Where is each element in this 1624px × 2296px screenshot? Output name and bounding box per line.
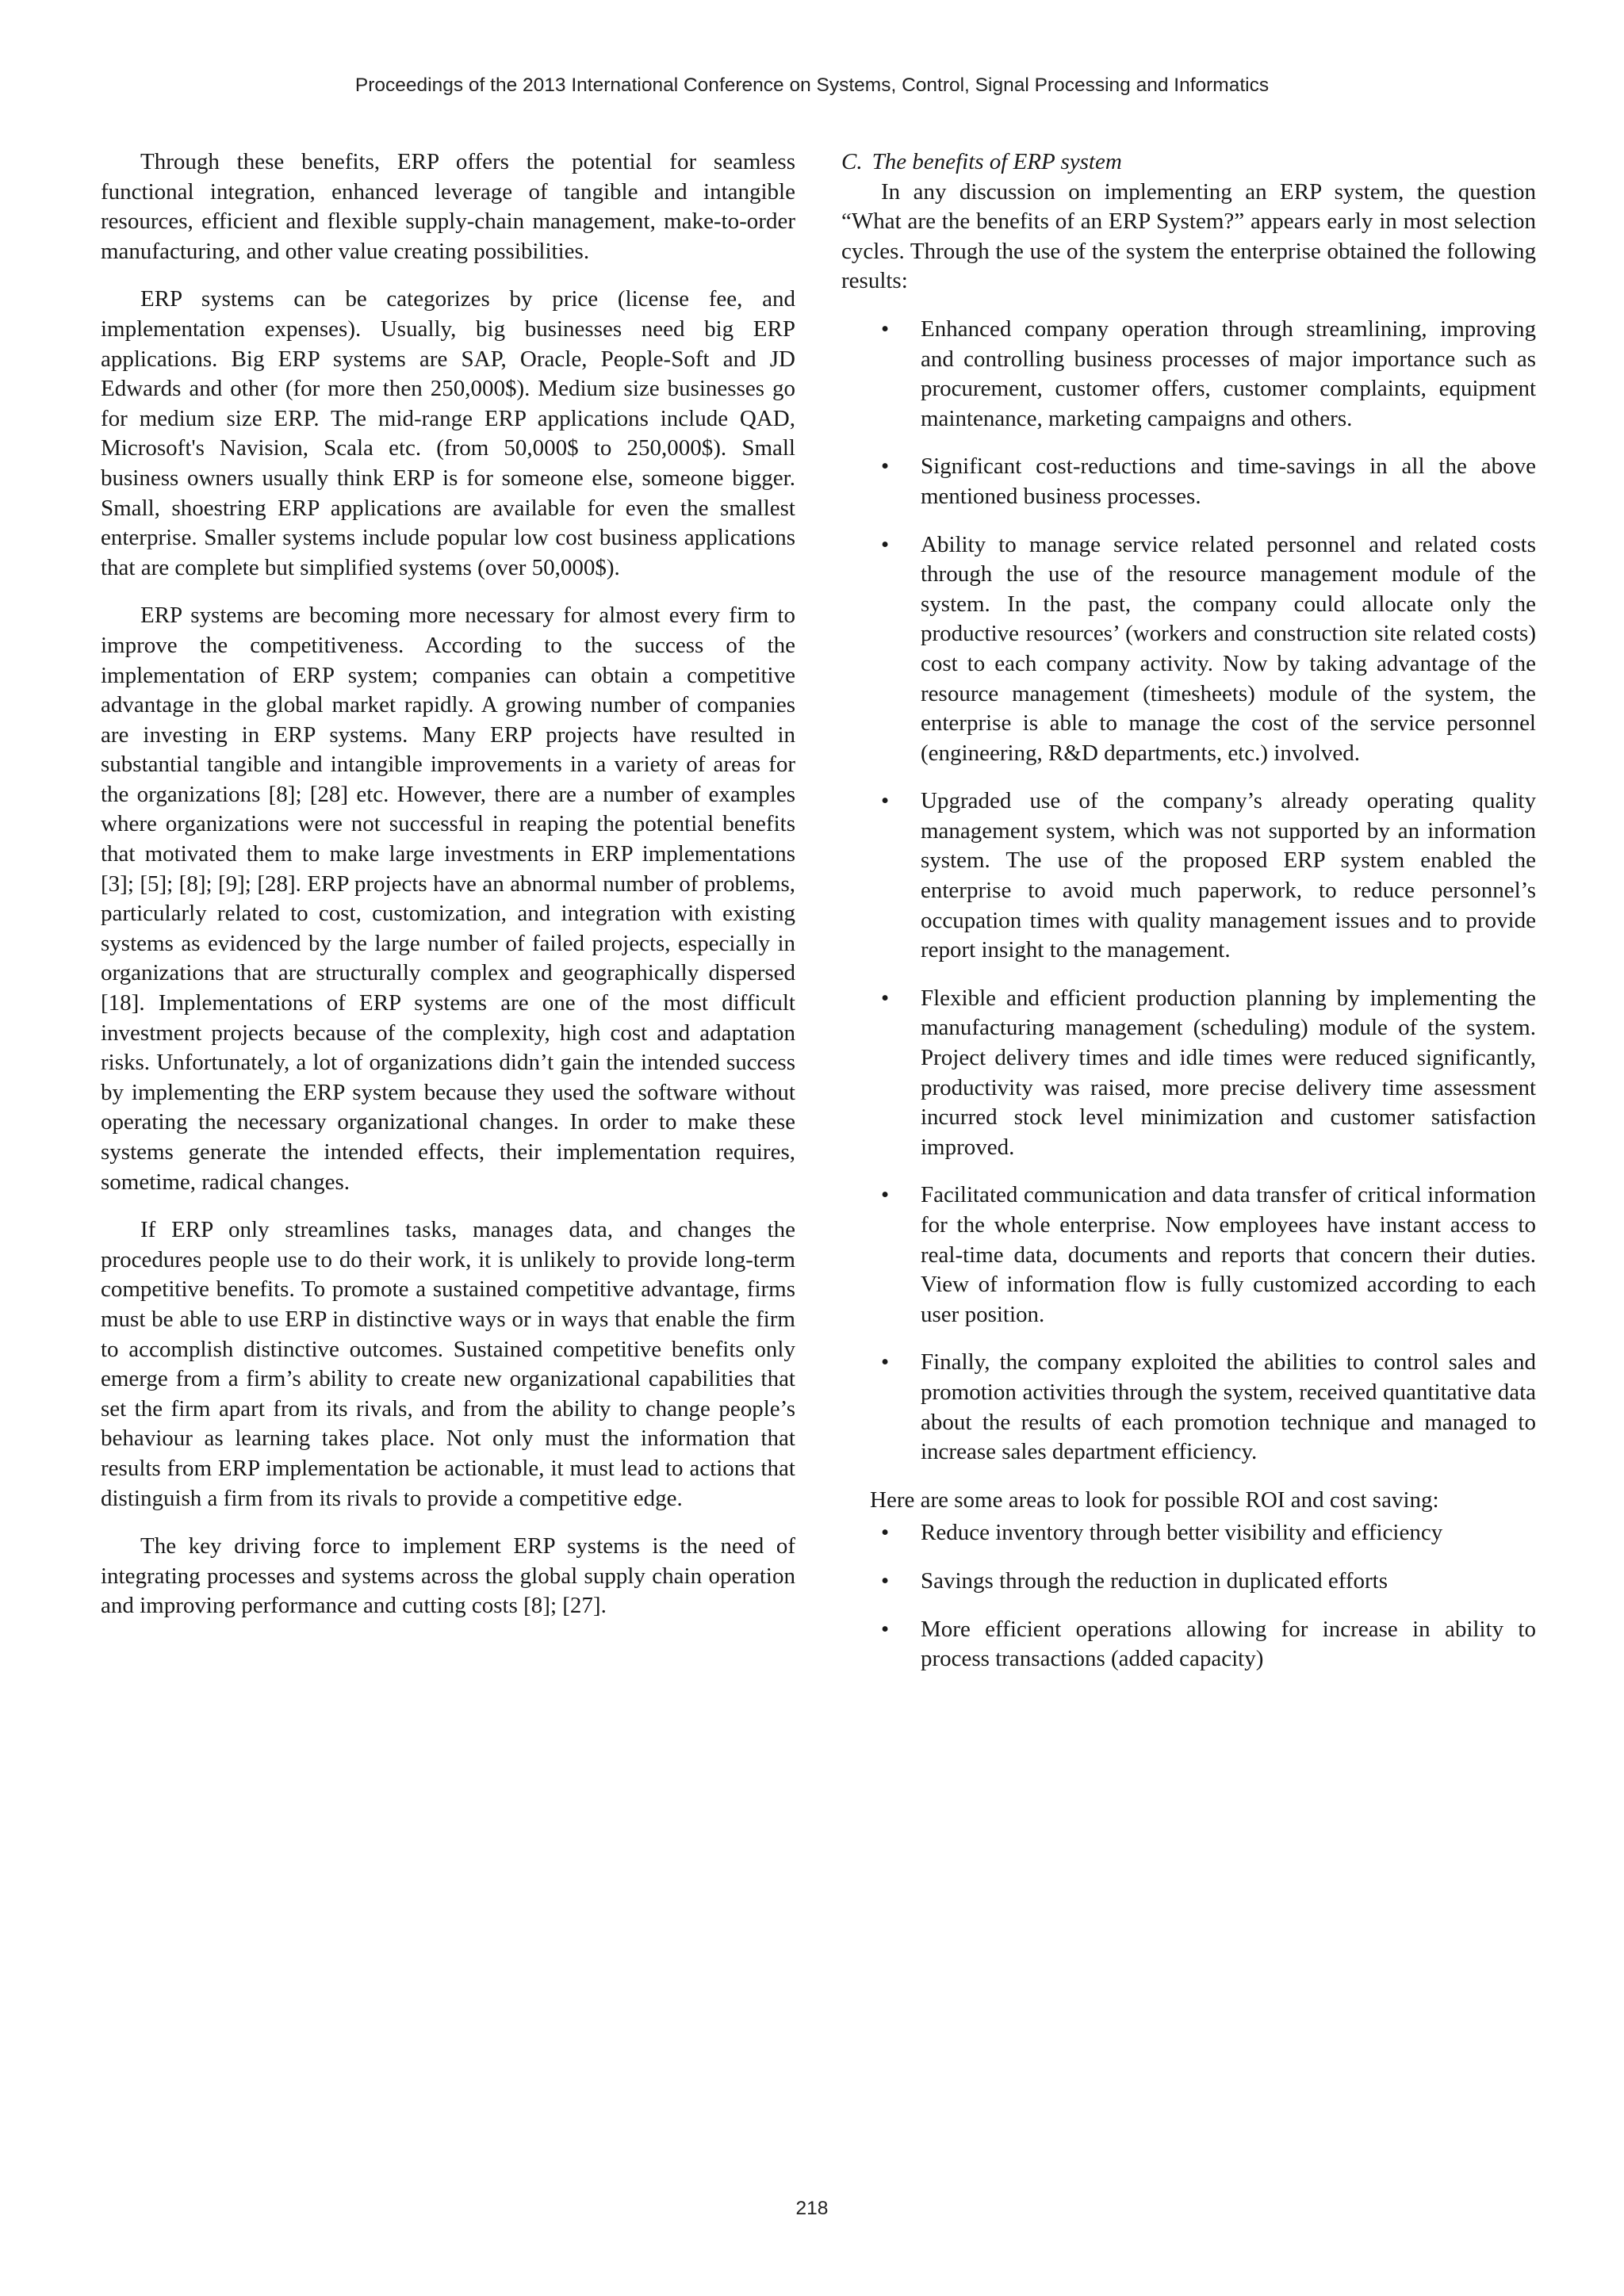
list-item: • Ability to manage service related personnel and related costs through the use of the resource management module of the system. In the past, the company could allocate only the productive resources’ (workers and construction site related costs) cost to each company activity. Now by taking advantage of the resource management (timesheets) module of the system, the enterprise is able to manage the cost of the service personnel (engineering, R&D departments, etc.) involved. (841, 530, 1536, 769)
list-item: • Upgraded use of the company’s already operating quality management system, which was not supported by an information system. The use of the proposed ERP system enabled the enterprise to avoid much paperwork, to reduce personnel’s occupation times with quality management issues and to provide report insight to the management. (841, 786, 1536, 966)
list-item: • Flexible and efficient production planning by implementing the manufacturing management (scheduling) module of the system. Project delivery times and idle times were reduced significantly, productivity was raised, more precise delivery time assessment incurred stock level minimization and customer satisfaction improved. (841, 984, 1536, 1163)
section-intro: In any discussion on implementing an ERP system, the question “What are the benefits of an ERP System?” appears early in most selection cycles. Through the use of the system the enterprise obtained the following results: (841, 178, 1536, 294)
section-heading (841, 147, 1536, 178)
section-title: The benefits of ERP system (871, 149, 1122, 174)
list-item: • Reduce inventory through better visibility and efficiency (841, 1518, 1536, 1548)
roi-intro: Here are some areas to look for possible ROI and cost saving: (870, 1487, 1439, 1513)
list-item: • Significant cost-reductions and time-savings in all the above mentioned business processes. (841, 452, 1536, 511)
body-paragraph: If ERP only streamlines tasks, manages data, and changes the procedures people use to do their work, it is unlikely to provide long-term competitive benefits. To promote a sustained competitive advantage, firms must be able to use ERP in distinctive ways or in ways that enable the firm to accomplish distinctive outcomes. Sustained competitive benefits only emerge from a firm’s ability to create new organizational capabilities that set the firm apart from its rivals, and from the ability to change people’s behaviour as learning takes place. Not only must the information that results from ERP implementation be actionable, it must lead to actions that distinguish a firm from its rivals to provide a competitive edge. (101, 1217, 795, 1511)
list-item: • Enhanced company operation through streamlining, improving and controlling business processes of major importance such as procurement, customer offers, customer complaints, equipment maintenance, marketing campaigns and others. (841, 315, 1536, 434)
list-item: • Facilitated communication and data transfer of critical information for the whole enterprise. Now employees have instant access to real-time data, documents and reports that concern their duties. View of information flow is fully customized according to each user position. (841, 1181, 1536, 1330)
list-item: • Savings through the reduction in duplicated efforts (841, 1567, 1536, 1597)
page-number: 218 (795, 2198, 829, 2219)
roi-list (841, 1518, 1536, 1674)
right-column (841, 147, 1536, 1693)
results-list (841, 315, 1536, 1468)
left-column (101, 147, 795, 1640)
body-paragraph: Through these benefits, ERP offers the potential for seamless functional integration, enhanced leverage of tangible and intangible resources, efficient and flexible supply-chain management, make-to-order manufacturing, and other value creating possibilities. (101, 149, 795, 264)
list-item: • More efficient operations allowing for increase in ability to process transactions (added capacity) (841, 1615, 1536, 1674)
body-paragraph: ERP systems can be categorizes by price (license fee, and implementation expenses). Usually, big businesses need big ERP applications. Big ERP systems are SAP, Oracle, People-Soft and JD Edwards and other (for more then 250,000$). Medium size businesses go for medium size ERP. The mid-range ERP applications include QAD, Microsoft's Navision, Scala etc. (from 50,000$ to 250,000$). Small business owners usually think ERP is for someone else, someone bigger. Small, shoestring ERP applications are available for even the smallest enterprise. Smaller systems include popular low cost business applications that are complete but simplified systems (over 50,000$). (101, 286, 795, 580)
section-number: C. (841, 149, 863, 174)
list-item: • Finally, the company exploited the abilities to control sales and promotion activities through the system, received quantitative data about the results of each promotion technique and managed to increase sales department efficiency. (841, 1348, 1536, 1467)
running-header: Proceedings of the 2013 International Conference on Systems, Control, Signal Processing and Informatics (354, 75, 1270, 96)
body-paragraph: The key driving force to implement ERP systems is the need of integrating processes and systems across the global supply chain operation and improving performance and cutting costs [8]; [27]. (101, 1533, 795, 1619)
body-paragraph: ERP systems are becoming more necessary for almost every firm to improve the competitiveness. According to the success of the implementation of ERP system; companies can obtain a competitive advantage in the global market rapidly. A growing number of companies are investing in ERP systems. Many ERP projects have resulted in substantial tangible and intangible improvements in a variety of areas for the organizations [8]; [28] etc. However, there are a number of examples where organizations were not successful in reaping the potential benefits that motivated them to make large investments in ERP implementations [3]; [5]; [8]; [9]; [28]. ERP projects have an abnormal number of problems, particularly related to cost, customization, and integration with existing systems as evidenced by the large number of failed projects, especially in organizations that are structurally complex and geographically dispersed [18]. Implementations of ERP systems are one of the most difficult investment projects because of the complexity, high cost and adaptation risks. Unfortunately, a lot of organizations didn’t gain the intended success by implementing the ERP system because they used the software without operating the necessary organizational changes. In order to make these systems generate the intended effects, their implementation requires, sometime, radical changes. (101, 603, 795, 1195)
